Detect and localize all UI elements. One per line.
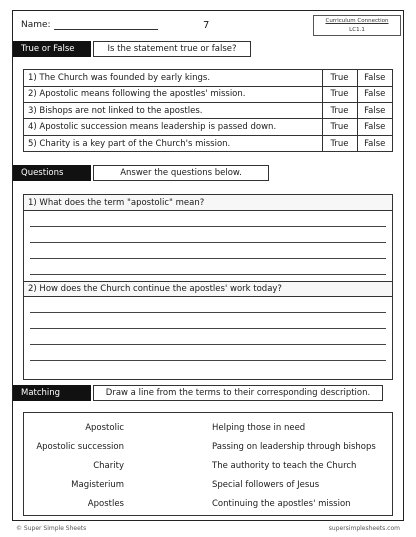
- statement-text: 3) Bishops are not linked to the apostles.: [24, 103, 322, 119]
- questions-instruction: Answer the questions below.: [93, 165, 269, 181]
- true-option[interactable]: True: [322, 119, 357, 135]
- true-option[interactable]: True: [322, 70, 357, 86]
- questions-label: Questions: [13, 165, 91, 181]
- curriculum-title: Curriculum Connection: [325, 18, 389, 24]
- matching-term[interactable]: Apostolic succession: [36, 442, 124, 452]
- name-line[interactable]: [54, 21, 158, 30]
- matching-description[interactable]: Special followers of Jesus: [212, 480, 320, 490]
- matching-description[interactable]: Continuing the apostles' mission: [212, 499, 351, 509]
- answer-line[interactable]: [30, 243, 386, 259]
- name-label: Name:: [21, 20, 51, 30]
- matching-description[interactable]: The authority to teach the Church: [212, 461, 357, 471]
- false-option[interactable]: False: [357, 103, 392, 119]
- answer-line[interactable]: [30, 211, 386, 227]
- answer-line[interactable]: [30, 345, 386, 361]
- statement-text: 2) Apostolic means following the apostles' mission.: [24, 86, 322, 102]
- answer-line[interactable]: [30, 259, 386, 275]
- false-option[interactable]: False: [357, 86, 392, 102]
- statement-text: 5) Charity is a key part of the Church's mission.: [28, 138, 231, 149]
- matching-box: [23, 412, 393, 516]
- true-false-header: [13, 41, 251, 57]
- page-number: 7: [203, 20, 210, 31]
- true-false-row: [24, 103, 392, 119]
- question-1: 1) What does the term "apostolic" mean?: [24, 195, 392, 211]
- true-option[interactable]: True: [322, 86, 357, 102]
- answer-line[interactable]: [30, 297, 386, 313]
- answer-line[interactable]: [30, 313, 386, 329]
- true-option[interactable]: True: [322, 103, 357, 119]
- name-field[interactable]: [21, 20, 158, 30]
- matching-description[interactable]: Passing on leadership through bishops: [212, 442, 376, 452]
- curriculum-code: LC1.1: [349, 27, 365, 33]
- true-false-table: [23, 69, 393, 152]
- questions-header: [13, 165, 269, 181]
- statement-text: 1) The Church was founded by early kings.: [24, 70, 322, 86]
- true-option[interactable]: True: [322, 135, 357, 151]
- questions-box: [23, 194, 393, 380]
- curriculum-connection-box: [313, 15, 401, 36]
- matching-term[interactable]: Charity: [93, 461, 124, 471]
- matching-term[interactable]: Magisterium: [71, 480, 124, 490]
- worksheet-page: [12, 10, 404, 521]
- matching-label: Matching: [13, 385, 91, 401]
- true-false-row: [24, 135, 392, 151]
- false-option[interactable]: False: [357, 70, 392, 86]
- true-false-row: [24, 86, 392, 102]
- true-false-label: True or False: [13, 41, 91, 57]
- matching-term[interactable]: Apostles: [87, 499, 124, 509]
- matching-term[interactable]: Apostolic: [85, 423, 124, 433]
- answer-line[interactable]: [30, 329, 386, 345]
- true-false-instruction: Is the statement true or false?: [93, 41, 251, 57]
- matching-header: [13, 385, 383, 401]
- answer-line[interactable]: [30, 227, 386, 243]
- footer-copyright: © Super Simple Sheets: [16, 525, 87, 532]
- true-false-row: [24, 70, 392, 86]
- false-option[interactable]: False: [357, 135, 392, 151]
- true-false-row: [24, 119, 392, 135]
- false-option[interactable]: False: [357, 119, 392, 135]
- question-2: 2) How does the Church continue the apostles' work today?: [24, 281, 392, 297]
- statement-text: 4) Apostolic succession means leadership is passed down.: [24, 119, 322, 135]
- matching-description[interactable]: Helping those in need: [212, 423, 306, 433]
- footer-website: supersimplesheets.com: [328, 525, 400, 532]
- matching-instruction: Draw a line from the terms to their corresponding description.: [93, 385, 383, 401]
